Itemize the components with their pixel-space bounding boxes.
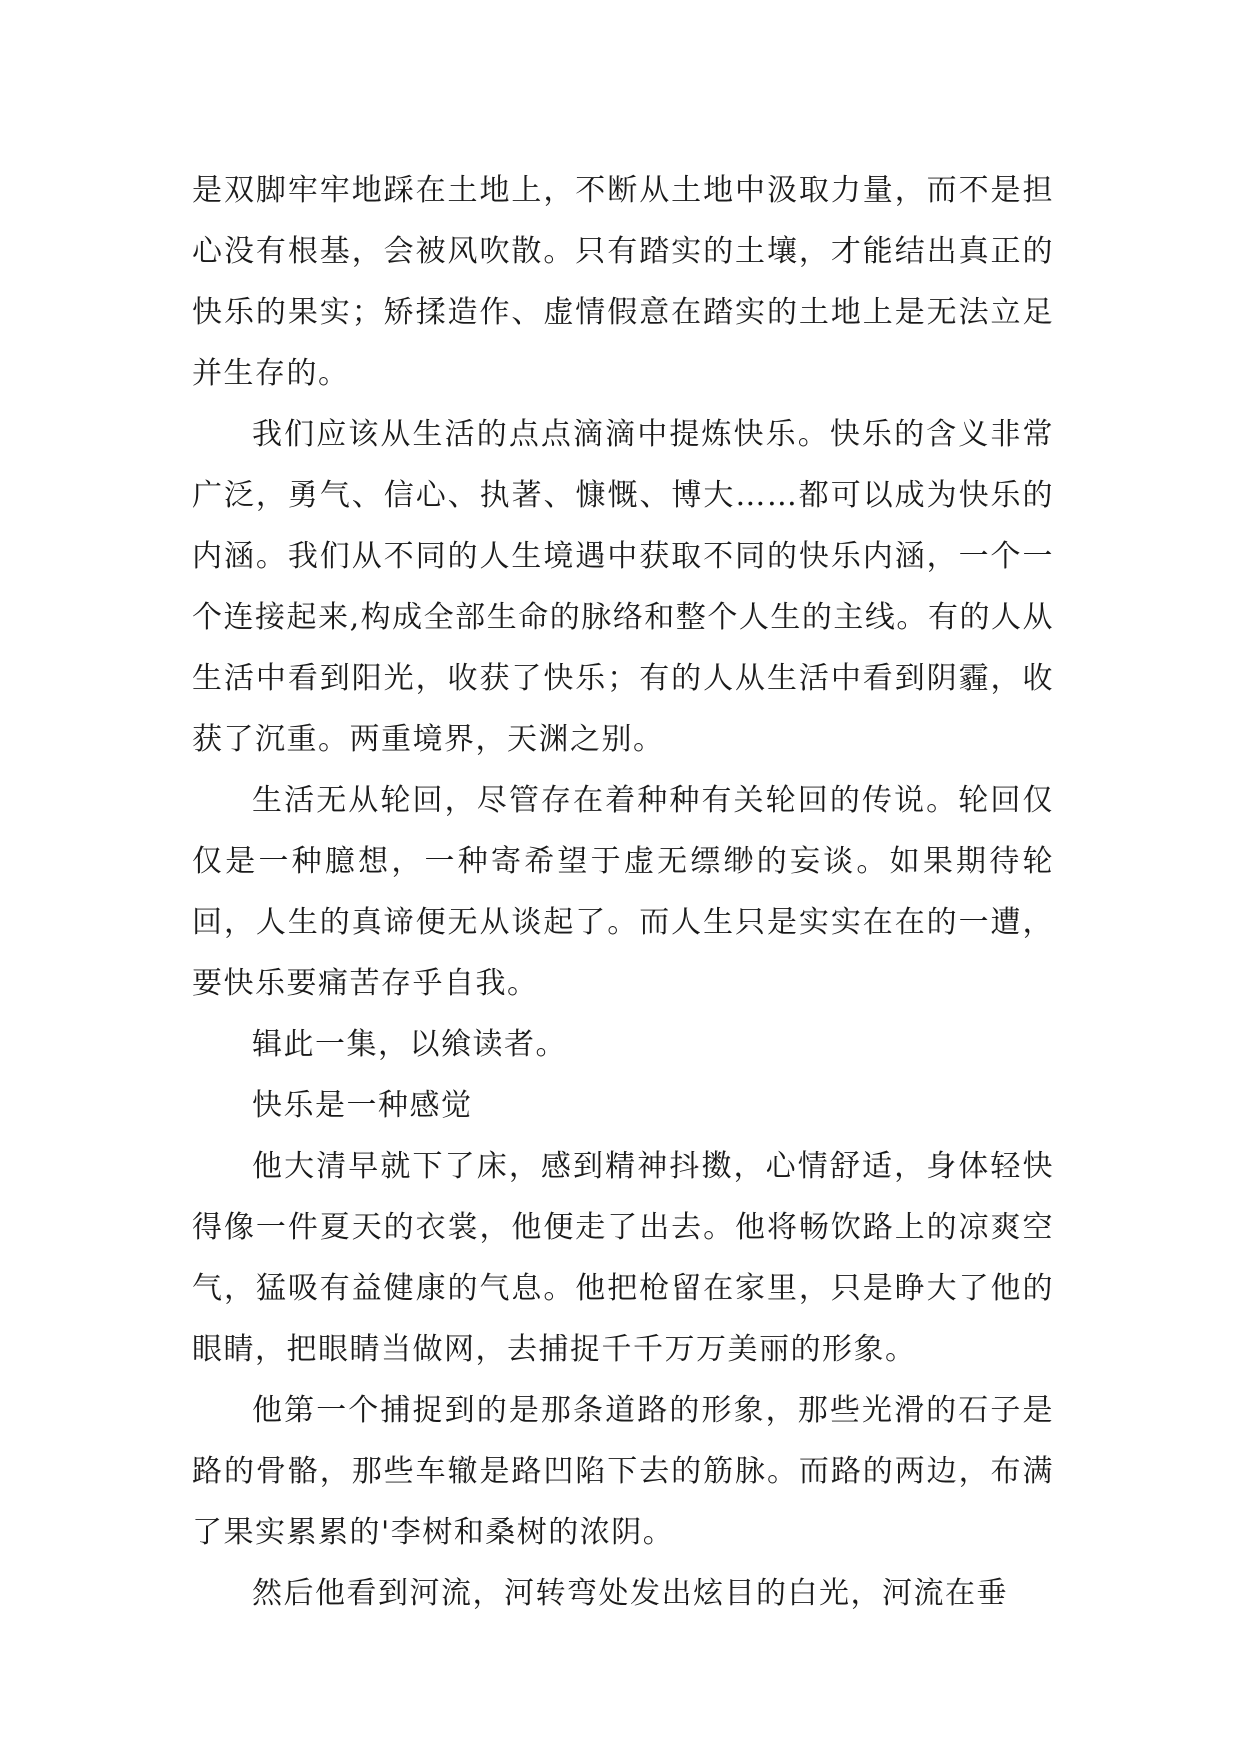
paragraph: 然后他看到河流，河转弯处发出炫目的白光，河流在垂	[252, 1576, 1008, 1611]
paragraph-continuation: 是双脚牢牢地踩在土地上，不断从土地中汲取力量，而不是担心没有根基，会被风吹散。只有踏实的土壤，才能结出真正的快乐的果实；矫揉造作、虚情假意在踏实的土地上是无法立足并生存的。	[192, 173, 1054, 391]
paragraph: 我们应该从生活的点点滴滴中提炼快乐。快乐的含义非常广泛，勇气、信心、执著、慷慨、博大……都可以成为快乐的内涵。我们从不同的人生境遇中获取不同的快乐内涵，一个一个连接起来,构成全部生命的脉络和整个人生的主线。有的人从生活中看到阳光，收获了快乐；有的人从生活中看到阴霾，收获了沉重。两重境界，天渊之别。	[192, 417, 1054, 757]
document-body	[192, 160, 1054, 1624]
paragraph: 生活无从轮回，尽管存在着种种有关轮回的传说。轮回仅仅是一种臆想，一种寄希望于虚无缥缈的妄谈。如果期待轮回，人生的真谛便无从谈起了。而人生只是实实在在的一遭，要快乐要痛苦存乎自我。	[192, 783, 1054, 1001]
paragraph: 他大清早就下了床，感到精神抖擞，心情舒适，身体轻快得像一件夏天的衣裳，他便走了出去。他将畅饮路上的凉爽空气，猛吸有益健康的气息。他把枪留在家里，只是睁大了他的眼睛，把眼睛当做网，去捕捉千千万万美丽的形象。	[192, 1149, 1054, 1367]
paragraph: 辑此一集，以飨读者。	[252, 1027, 567, 1062]
paragraph: 他第一个捕捉到的是那条道路的形象，那些光滑的石子是路的骨骼，那些车辙是路凹陷下去的筋脉。而路的两边，布满了果实累累的'李树和桑树的浓阴。	[192, 1393, 1054, 1550]
section-heading: 快乐是一种感觉	[252, 1088, 473, 1123]
